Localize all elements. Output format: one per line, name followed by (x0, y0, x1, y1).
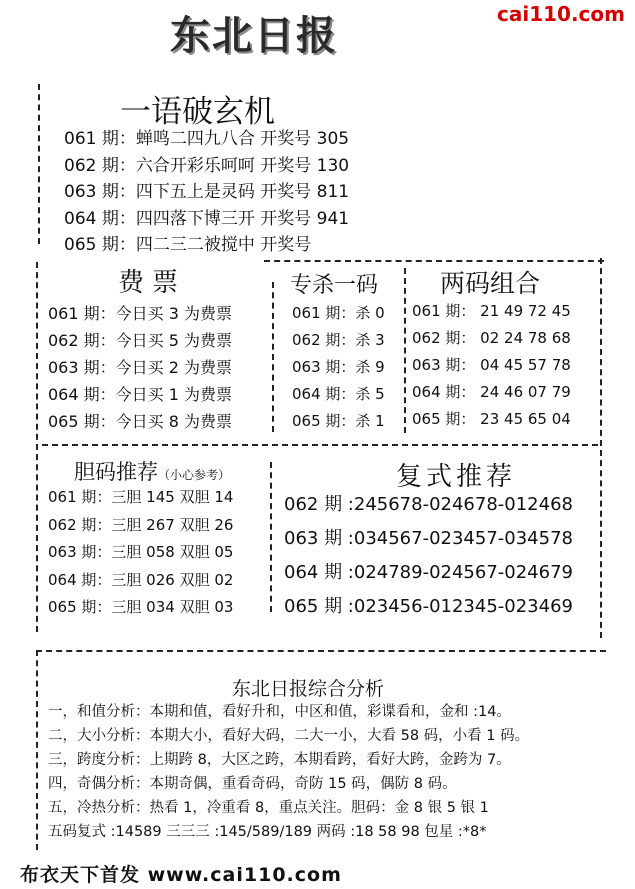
two-code-row: 064 期： 24 46 07 79 (412, 383, 571, 401)
kill-one-title: 专杀一码 (290, 273, 379, 298)
bold-pick-row: 061 期：三胆 145 双胆 14 (48, 488, 234, 506)
free-ticket-row: 063 期：今日买 2 为费票 (48, 358, 232, 377)
bold-pick-row: 065 期：三胆 034 双胆 03 (48, 598, 234, 616)
two-code-row: 065 期： 23 45 65 04 (412, 410, 571, 428)
site-logo[interactable]: cai110.com (497, 2, 625, 26)
two-code-title: 两码组合 (440, 269, 541, 298)
bold-pick-heading: 胆码推荐 (74, 460, 158, 484)
divider-mid (42, 444, 598, 446)
bold-pick-title (74, 456, 230, 486)
compound-row: 065 期 :023456-012345-023469 (284, 596, 573, 617)
analysis-title: 东北日报综合分析 (232, 678, 385, 700)
oracle-list (64, 126, 349, 259)
frame-right (600, 258, 602, 638)
kill-one-row: 061 期：杀 0 (292, 304, 385, 322)
compound-row: 062 期 :245678-024678-012468 (284, 494, 573, 515)
oracle-row: 065 期：四二三二被搅中 开奖号 (64, 235, 312, 255)
oracle-title: 一语破玄机 (120, 94, 275, 130)
oracle-border-left (38, 84, 40, 244)
two-code-row: 062 期： 02 24 78 68 (412, 329, 571, 347)
oracle-row: 063 期：四下五上是灵码 开奖号 811 (64, 182, 350, 202)
kill-one-row: 065 期：杀 1 (292, 412, 385, 430)
compound-row: 063 期 :034567-023457-034578 (284, 528, 573, 549)
frame-left (36, 262, 38, 632)
footer-text[interactable]: 布衣天下首发 www.cai110.com (20, 864, 342, 886)
oracle-row: 061 期：蝉鸣二四九八合 开奖号 305 (64, 129, 350, 149)
two-code-row: 063 期： 04 45 57 78 (412, 356, 571, 374)
divider-top (264, 260, 604, 262)
bold-pick-row: 064 期：三胆 026 双胆 02 (48, 570, 234, 589)
analysis-row: 二，大小分析：本期大小，看好大码，二大一小，大看 58 码，小看 1 码。 (48, 728, 530, 744)
kill-one-row: 064 期：杀 5 (292, 385, 385, 403)
free-ticket-row: 065 期：今日买 8 为费票 (48, 412, 232, 431)
free-ticket-row: 064 期：今日买 1 为费票 (48, 385, 232, 404)
compound-row: 064 期 :024789-024567-024679 (284, 562, 573, 583)
divider-v1 (272, 282, 274, 432)
masthead: 东北日报 (170, 12, 338, 59)
analysis-row: 四，奇偶分析：本期奇偶，重看奇码，奇防 15 码，偶防 8 码。 (48, 776, 457, 792)
bold-pick-row: 062 期：三胆 267 双胆 26 (48, 515, 234, 534)
divider-v3 (270, 462, 272, 612)
kill-one-row: 062 期：杀 3 (292, 331, 385, 349)
analysis-list (48, 700, 529, 844)
analysis-row: 一，和值分析：本期和值，看好升和，中区和值，彩谍看和，金和 :14。 (48, 704, 511, 720)
kill-one-list (292, 300, 385, 435)
kill-one-row: 063 期：杀 9 (292, 358, 385, 376)
free-ticket-row: 062 期：今日买 5 为费票 (48, 331, 232, 350)
free-ticket-list (48, 300, 232, 435)
bold-pick-note: （小心参考） (158, 468, 231, 482)
bold-pick-row: 063 期：三胆 058 双胆 05 (48, 543, 234, 561)
compound-title: 复式推荐 (396, 462, 517, 492)
analysis-row: 三，跨度分析：上期跨 8，大区之跨，本期看跨，看好大跨，金跨为 7。 (48, 752, 511, 768)
analysis-row: 五码复式 :14589 三三三 :145/589/189 两码 :18 58 98 包星 :*8* (48, 824, 487, 840)
frame-left-lower (36, 650, 38, 850)
analysis-row: 五，冷热分析：热看 1，冷重看 8，重点关注。胆码：金 8 银 5 银 1 (48, 800, 489, 816)
free-ticket-title: 费票 (118, 268, 187, 298)
compound-list (284, 488, 573, 624)
bold-pick-list (48, 484, 233, 622)
oracle-row: 062 期：六合开彩乐呵呵 开奖号 130 (64, 155, 350, 176)
oracle-row: 064 期：四四落下博三开 开奖号 941 (64, 208, 350, 229)
divider-v2 (404, 268, 406, 433)
two-code-list (412, 298, 571, 433)
divider-lower (36, 650, 606, 652)
two-code-row: 061 期： 21 49 72 45 (412, 302, 571, 320)
free-ticket-row: 061 期：今日买 3 为费票 (48, 304, 232, 323)
